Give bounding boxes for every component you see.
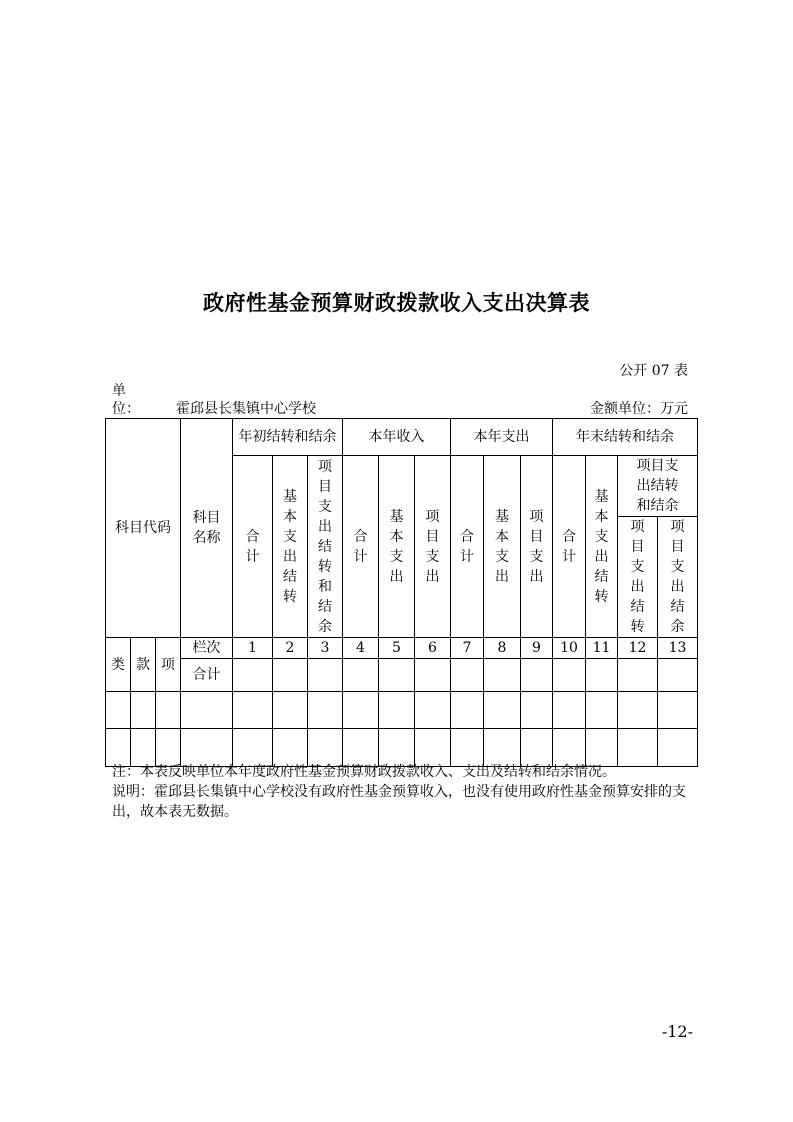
notes — [112, 762, 697, 822]
income-basic-text: 基本支出 — [389, 508, 404, 585]
data-cell — [553, 729, 586, 767]
line-number-label: 栏次 — [181, 638, 233, 659]
sum-label: 合计 — [181, 659, 233, 692]
closing-project-subgroup: 项目支出结转和结余 — [618, 456, 698, 517]
line-number: 2 — [273, 638, 308, 659]
line-number: 13 — [658, 638, 698, 659]
data-cell — [379, 692, 415, 729]
income-basic-header — [379, 456, 415, 638]
line-number: 10 — [553, 638, 586, 659]
line-number: 7 — [451, 638, 484, 659]
line-number: 3 — [308, 638, 343, 659]
income-project-text: 项目支出 — [425, 508, 440, 585]
organization-name: 霍邱县长集镇中心学校 — [176, 401, 316, 417]
data-cell — [343, 692, 379, 729]
closing-project-transfer-header — [618, 517, 658, 638]
table-note: 注：本表反映单位本年度政府性基金预算财政拨款收入、支出及结转和结余情况。 — [112, 764, 616, 780]
income-total-text: 合计 — [353, 528, 368, 565]
opening-balance-group: 年初结转和结余 — [233, 419, 343, 456]
data-cell — [106, 692, 131, 729]
line-number: 6 — [415, 638, 451, 659]
budget-table — [105, 418, 698, 767]
data-cell — [618, 729, 658, 767]
income-group: 本年收入 — [343, 419, 451, 456]
opening-basic-transfer-header — [273, 456, 308, 638]
line-number: 1 — [233, 638, 273, 659]
data-cell — [156, 692, 181, 729]
data-cell — [181, 692, 233, 729]
data-cell — [308, 692, 343, 729]
data-cell — [415, 659, 451, 692]
data-cell — [131, 729, 156, 767]
expense-project-text: 项目支出 — [529, 508, 544, 585]
expense-project-header — [521, 456, 553, 638]
data-cell — [415, 692, 451, 729]
item-header: 项 — [156, 638, 181, 692]
data-cell — [658, 692, 698, 729]
closing-project-surplus-header — [658, 517, 698, 638]
unit-label-first-char: 单 — [112, 383, 126, 399]
table-row — [106, 729, 698, 767]
data-cell — [181, 729, 233, 767]
line-number: 4 — [343, 638, 379, 659]
data-cell — [131, 692, 156, 729]
data-cell — [233, 729, 273, 767]
opening-total-text: 合计 — [245, 528, 260, 565]
closing-basic-transfer-text: 基本支出结转 — [594, 488, 609, 605]
data-cell — [308, 659, 343, 692]
data-cell — [521, 692, 553, 729]
closing-project-transfer-text: 项目支出结转 — [630, 519, 645, 635]
data-cell — [233, 692, 273, 729]
class-header: 类 — [106, 638, 131, 692]
expense-total-header — [451, 456, 484, 638]
data-cell — [156, 729, 181, 767]
closing-total-text: 合计 — [562, 528, 576, 565]
expense-group: 本年支出 — [451, 419, 553, 456]
closing-balance-group: 年末结转和结余 — [553, 419, 698, 456]
data-cell — [106, 729, 131, 767]
line-number: 12 — [618, 638, 658, 659]
opening-project-header — [308, 456, 343, 638]
subject-code-header: 科目代码 — [106, 419, 181, 638]
expense-basic-header — [484, 456, 521, 638]
opening-total-header — [233, 456, 273, 638]
sum-row — [106, 659, 698, 692]
data-cell — [343, 729, 379, 767]
data-cell — [451, 729, 484, 767]
data-cell — [308, 729, 343, 767]
data-cell — [658, 659, 698, 692]
unit-label: 位： — [112, 401, 140, 417]
data-cell — [451, 692, 484, 729]
data-cell — [379, 729, 415, 767]
expense-total-text: 合计 — [460, 528, 474, 565]
line-number: 9 — [521, 638, 553, 659]
income-project-header — [415, 456, 451, 638]
line-number: 11 — [586, 638, 618, 659]
data-cell — [553, 692, 586, 729]
subject-name-header: 科目名称 — [181, 419, 233, 638]
table-row — [106, 692, 698, 729]
section-header: 款 — [131, 638, 156, 692]
data-cell — [586, 729, 618, 767]
data-cell — [233, 659, 273, 692]
closing-project-surplus-text: 项目支出结余 — [670, 519, 685, 635]
data-cell — [343, 659, 379, 692]
data-cell — [273, 729, 308, 767]
line-number: 8 — [484, 638, 521, 659]
data-cell — [273, 692, 308, 729]
income-total-header — [343, 456, 379, 638]
opening-basic-transfer-text: 基本支出结转 — [283, 488, 297, 605]
data-cell — [273, 659, 308, 692]
unit-row — [112, 398, 316, 418]
data-cell — [484, 659, 521, 692]
page-title: 政府性基金预算财政拨款收入支出决算表 — [203, 291, 590, 315]
explanation: 说明：霍邱县长集镇中心学校没有政府性基金预算收入，也没有使用政府性基金预算安排的支出，故本表无数据。 — [112, 784, 686, 820]
page-number: -12- — [661, 1022, 693, 1041]
data-cell — [451, 659, 484, 692]
data-cell — [618, 659, 658, 692]
line-number: 5 — [379, 638, 415, 659]
data-cell — [553, 659, 586, 692]
data-cell — [484, 692, 521, 729]
expense-basic-text: 基本支出 — [495, 508, 509, 585]
data-cell — [586, 692, 618, 729]
data-cell — [484, 729, 521, 767]
opening-project-text: 项目支出结转和结余 — [318, 458, 332, 635]
data-cell — [379, 659, 415, 692]
data-cell — [521, 729, 553, 767]
closing-basic-transfer-header — [586, 456, 618, 638]
data-cell — [658, 729, 698, 767]
money-unit: 金额单位：万元 — [590, 401, 688, 417]
closing-total-header — [553, 456, 586, 638]
data-cell — [586, 659, 618, 692]
data-cell — [618, 692, 658, 729]
data-cell — [521, 659, 553, 692]
data-cell — [415, 729, 451, 767]
form-number: 公开 07 表 — [619, 363, 688, 379]
